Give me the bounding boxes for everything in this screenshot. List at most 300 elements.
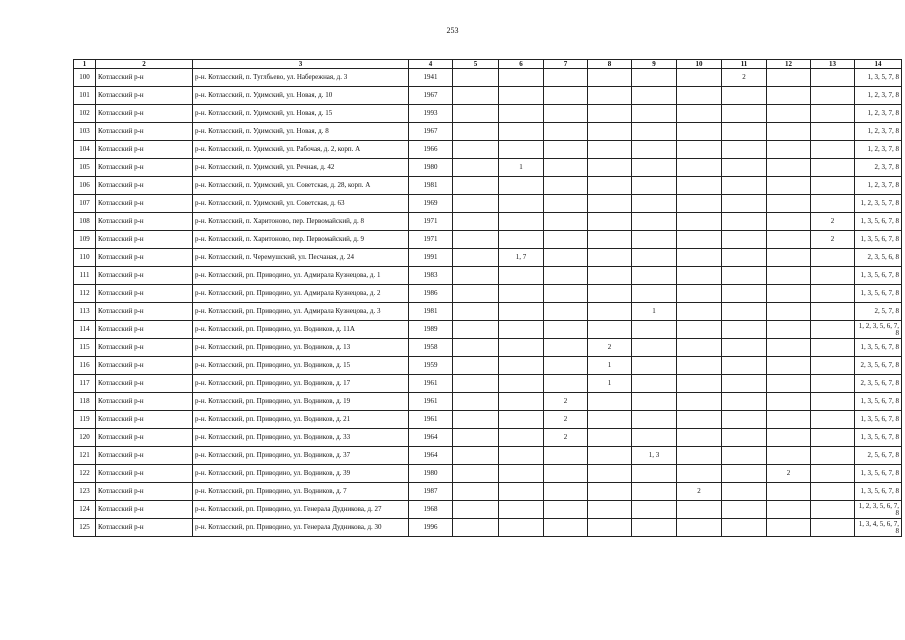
cell-col-5 bbox=[453, 159, 499, 177]
cell-col-13: 2 bbox=[811, 231, 855, 249]
cell-col-5 bbox=[453, 411, 499, 429]
cell-col-14: 2, 3, 5, 6, 7, 8 bbox=[855, 357, 902, 375]
cell-year-built: 1964 bbox=[409, 429, 453, 447]
cell-year-built: 1969 bbox=[409, 195, 453, 213]
cell-col-12 bbox=[767, 339, 811, 357]
cell-address: р-н. Котласский, п. Харитоново, пер. Первомайский, д. 9 bbox=[193, 231, 409, 249]
cell-col-5 bbox=[453, 87, 499, 105]
cell-row-number: 112 bbox=[74, 285, 96, 303]
cell-col-9 bbox=[632, 213, 677, 231]
cell-col-8 bbox=[588, 249, 632, 267]
table-row bbox=[74, 195, 902, 213]
cell-col-12 bbox=[767, 177, 811, 195]
cell-col-10 bbox=[677, 177, 722, 195]
cell-col-6 bbox=[499, 213, 544, 231]
cell-col-6: 1, 7 bbox=[499, 249, 544, 267]
column-header-6: 6 bbox=[499, 60, 544, 69]
cell-col-12 bbox=[767, 321, 811, 339]
table-row bbox=[74, 303, 902, 321]
cell-col-13 bbox=[811, 249, 855, 267]
cell-district: Котласский р-н bbox=[96, 357, 193, 375]
cell-col-6 bbox=[499, 357, 544, 375]
cell-address: р-н. Котласский, рп. Приводино, ул. Адмирала Кузнецова, д. 3 bbox=[193, 303, 409, 321]
cell-col-5 bbox=[453, 501, 499, 519]
table-row bbox=[74, 357, 902, 375]
cell-district: Котласский р-н bbox=[96, 87, 193, 105]
table-row bbox=[74, 267, 902, 285]
table-row bbox=[74, 69, 902, 87]
cell-address: р-н. Котласский, п. Удимский, ул. Рабочая, д. 2, корп. А bbox=[193, 141, 409, 159]
cell-col-7 bbox=[544, 123, 588, 141]
cell-row-number: 108 bbox=[74, 213, 96, 231]
cell-col-11 bbox=[722, 159, 767, 177]
column-header-5: 5 bbox=[453, 60, 499, 69]
cell-col-8 bbox=[588, 321, 632, 339]
cell-year-built: 1987 bbox=[409, 483, 453, 501]
column-header-14: 14 bbox=[855, 60, 902, 69]
cell-col-8 bbox=[588, 429, 632, 447]
cell-district: Котласский р-н bbox=[96, 411, 193, 429]
cell-year-built: 1941 bbox=[409, 69, 453, 87]
cell-col-9 bbox=[632, 501, 677, 519]
cell-col-14: 1, 2, 3, 7, 8 bbox=[855, 87, 902, 105]
cell-col-13 bbox=[811, 141, 855, 159]
cell-col-13 bbox=[811, 393, 855, 411]
cell-col-7 bbox=[544, 447, 588, 465]
cell-address: р-н. Котласский, рп. Приводино, ул. Водников, д. 19 bbox=[193, 393, 409, 411]
cell-year-built: 1968 bbox=[409, 501, 453, 519]
cell-district: Котласский р-н bbox=[96, 321, 193, 339]
column-header-3: 3 bbox=[193, 60, 409, 69]
cell-col-7 bbox=[544, 483, 588, 501]
cell-col-12 bbox=[767, 213, 811, 231]
cell-col-8 bbox=[588, 105, 632, 123]
cell-col-9: 1 bbox=[632, 303, 677, 321]
table-row bbox=[74, 285, 902, 303]
cell-col-14: 2, 3, 7, 8 bbox=[855, 159, 902, 177]
cell-col-14: 1, 2, 3, 7, 8 bbox=[855, 105, 902, 123]
column-header-13: 13 bbox=[811, 60, 855, 69]
cell-col-5 bbox=[453, 249, 499, 267]
table-row bbox=[74, 177, 902, 195]
cell-col-11 bbox=[722, 429, 767, 447]
cell-col-10 bbox=[677, 141, 722, 159]
cell-col-10 bbox=[677, 267, 722, 285]
table-row bbox=[74, 231, 902, 249]
table-row bbox=[74, 519, 902, 537]
cell-district: Котласский р-н bbox=[96, 69, 193, 87]
cell-col-14: 2, 3, 5, 6, 8 bbox=[855, 249, 902, 267]
cell-district: Котласский р-н bbox=[96, 465, 193, 483]
cell-col-10 bbox=[677, 321, 722, 339]
cell-col-5 bbox=[453, 123, 499, 141]
cell-col-14: 1, 3, 5, 7, 8 bbox=[855, 69, 902, 87]
cell-col-14: 1, 2, 3, 5, 6, 7, 8 bbox=[855, 321, 902, 339]
cell-year-built: 1964 bbox=[409, 447, 453, 465]
cell-col-5 bbox=[453, 483, 499, 501]
column-header-9: 9 bbox=[632, 60, 677, 69]
cell-row-number: 117 bbox=[74, 375, 96, 393]
cell-col-13 bbox=[811, 303, 855, 321]
cell-col-8 bbox=[588, 501, 632, 519]
cell-address: р-н. Котласский, рп. Приводино, ул. Водников, д. 13 bbox=[193, 339, 409, 357]
cell-col-10 bbox=[677, 69, 722, 87]
cell-col-5 bbox=[453, 465, 499, 483]
cell-col-10 bbox=[677, 393, 722, 411]
cell-col-11 bbox=[722, 285, 767, 303]
page-number: 253 bbox=[446, 26, 459, 35]
cell-col-10 bbox=[677, 303, 722, 321]
cell-col-11 bbox=[722, 465, 767, 483]
cell-address: р-н. Котласский, рп. Приводино, ул. Водников, д. 17 bbox=[193, 375, 409, 393]
cell-col-14: 1, 3, 5, 6, 7, 8 bbox=[855, 393, 902, 411]
cell-col-13: 2 bbox=[811, 213, 855, 231]
table-row bbox=[74, 447, 902, 465]
cell-col-12 bbox=[767, 411, 811, 429]
cell-col-10 bbox=[677, 249, 722, 267]
cell-col-5 bbox=[453, 141, 499, 159]
cell-col-14: 2, 5, 6, 7, 8 bbox=[855, 447, 902, 465]
column-header-11: 11 bbox=[722, 60, 767, 69]
cell-year-built: 1961 bbox=[409, 393, 453, 411]
cell-col-13 bbox=[811, 501, 855, 519]
cell-col-12 bbox=[767, 69, 811, 87]
cell-col-9 bbox=[632, 519, 677, 537]
cell-col-11 bbox=[722, 123, 767, 141]
cell-col-8 bbox=[588, 195, 632, 213]
cell-col-14: 1, 3, 5, 6, 7, 8 bbox=[855, 465, 902, 483]
cell-col-5 bbox=[453, 519, 499, 537]
cell-col-13 bbox=[811, 411, 855, 429]
cell-col-8 bbox=[588, 141, 632, 159]
cell-col-12 bbox=[767, 105, 811, 123]
table-header bbox=[74, 60, 902, 69]
cell-col-7 bbox=[544, 177, 588, 195]
cell-col-9 bbox=[632, 177, 677, 195]
cell-row-number: 120 bbox=[74, 429, 96, 447]
cell-col-6 bbox=[499, 321, 544, 339]
cell-col-11 bbox=[722, 177, 767, 195]
housing-registry-table bbox=[73, 59, 902, 537]
cell-row-number: 119 bbox=[74, 411, 96, 429]
cell-col-7 bbox=[544, 465, 588, 483]
table-row bbox=[74, 321, 902, 339]
cell-col-13 bbox=[811, 195, 855, 213]
cell-col-9 bbox=[632, 87, 677, 105]
cell-col-14: 1, 3, 4, 5, 6, 7, 8 bbox=[855, 519, 902, 537]
cell-district: Котласский р-н bbox=[96, 393, 193, 411]
cell-col-8 bbox=[588, 231, 632, 249]
cell-col-5 bbox=[453, 303, 499, 321]
table-row bbox=[74, 87, 902, 105]
cell-col-5 bbox=[453, 195, 499, 213]
cell-district: Котласский р-н bbox=[96, 375, 193, 393]
table-row bbox=[74, 501, 902, 519]
cell-district: Котласский р-н bbox=[96, 213, 193, 231]
cell-col-12 bbox=[767, 357, 811, 375]
cell-col-11 bbox=[722, 105, 767, 123]
cell-address: р-н. Котласский, рп. Приводино, ул. Водников, д. 15 bbox=[193, 357, 409, 375]
cell-col-6 bbox=[499, 195, 544, 213]
cell-col-6 bbox=[499, 339, 544, 357]
cell-row-number: 107 bbox=[74, 195, 96, 213]
cell-col-12 bbox=[767, 501, 811, 519]
cell-col-6 bbox=[499, 231, 544, 249]
table-row bbox=[74, 393, 902, 411]
cell-col-10 bbox=[677, 213, 722, 231]
cell-col-8: 2 bbox=[588, 339, 632, 357]
cell-district: Котласский р-н bbox=[96, 303, 193, 321]
cell-col-12 bbox=[767, 483, 811, 501]
cell-year-built: 1967 bbox=[409, 87, 453, 105]
cell-col-11 bbox=[722, 303, 767, 321]
cell-col-6 bbox=[499, 285, 544, 303]
cell-year-built: 1980 bbox=[409, 159, 453, 177]
cell-address: р-н. Котласский, рп. Приводино, ул. Водников, д. 37 bbox=[193, 447, 409, 465]
cell-col-5 bbox=[453, 231, 499, 249]
cell-col-12 bbox=[767, 123, 811, 141]
cell-col-9 bbox=[632, 141, 677, 159]
column-header-2: 2 bbox=[96, 60, 193, 69]
cell-year-built: 1966 bbox=[409, 141, 453, 159]
cell-col-9 bbox=[632, 375, 677, 393]
cell-col-8: 1 bbox=[588, 375, 632, 393]
cell-col-8 bbox=[588, 123, 632, 141]
cell-col-8 bbox=[588, 465, 632, 483]
column-header-10: 10 bbox=[677, 60, 722, 69]
cell-col-11: 2 bbox=[722, 69, 767, 87]
cell-col-13 bbox=[811, 177, 855, 195]
cell-col-6 bbox=[499, 303, 544, 321]
cell-col-7 bbox=[544, 105, 588, 123]
cell-col-6 bbox=[499, 375, 544, 393]
cell-row-number: 118 bbox=[74, 393, 96, 411]
cell-col-5 bbox=[453, 429, 499, 447]
cell-col-14: 1, 3, 5, 6, 7, 8 bbox=[855, 429, 902, 447]
cell-col-13 bbox=[811, 357, 855, 375]
cell-row-number: 122 bbox=[74, 465, 96, 483]
cell-col-9 bbox=[632, 465, 677, 483]
cell-address: р-н. Котласский, п. Удимский, ул. Советская, д. 28, корп. А bbox=[193, 177, 409, 195]
cell-district: Котласский р-н bbox=[96, 159, 193, 177]
cell-col-14: 1, 2, 3, 5, 7, 8 bbox=[855, 195, 902, 213]
cell-col-13 bbox=[811, 159, 855, 177]
cell-district: Котласский р-н bbox=[96, 447, 193, 465]
table-row bbox=[74, 339, 902, 357]
cell-col-6 bbox=[499, 105, 544, 123]
cell-col-13 bbox=[811, 123, 855, 141]
cell-address: р-н. Котласский, рп. Приводино, ул. Водников, д. 39 bbox=[193, 465, 409, 483]
cell-col-14: 1, 3, 5, 6, 7, 8 bbox=[855, 213, 902, 231]
column-header-12: 12 bbox=[767, 60, 811, 69]
cell-col-13 bbox=[811, 375, 855, 393]
cell-col-11 bbox=[722, 447, 767, 465]
cell-col-13 bbox=[811, 105, 855, 123]
table-row bbox=[74, 411, 902, 429]
cell-col-8 bbox=[588, 483, 632, 501]
table-row bbox=[74, 249, 902, 267]
cell-col-8 bbox=[588, 69, 632, 87]
cell-year-built: 1961 bbox=[409, 411, 453, 429]
table-row bbox=[74, 375, 902, 393]
cell-col-5 bbox=[453, 177, 499, 195]
cell-col-7 bbox=[544, 321, 588, 339]
cell-row-number: 114 bbox=[74, 321, 96, 339]
cell-col-10 bbox=[677, 411, 722, 429]
cell-year-built: 1996 bbox=[409, 519, 453, 537]
cell-col-7 bbox=[544, 303, 588, 321]
cell-col-9 bbox=[632, 285, 677, 303]
cell-row-number: 111 bbox=[74, 267, 96, 285]
cell-col-10 bbox=[677, 357, 722, 375]
table-row bbox=[74, 465, 902, 483]
cell-row-number: 109 bbox=[74, 231, 96, 249]
cell-col-6 bbox=[499, 141, 544, 159]
column-header-7: 7 bbox=[544, 60, 588, 69]
header-row bbox=[74, 60, 902, 69]
column-header-8: 8 bbox=[588, 60, 632, 69]
cell-address: р-н. Котласский, рп. Приводино, ул. Водников, д. 21 bbox=[193, 411, 409, 429]
cell-col-12 bbox=[767, 375, 811, 393]
cell-col-6 bbox=[499, 177, 544, 195]
cell-col-11 bbox=[722, 267, 767, 285]
cell-col-8 bbox=[588, 87, 632, 105]
cell-col-5 bbox=[453, 357, 499, 375]
cell-col-13 bbox=[811, 429, 855, 447]
cell-col-9 bbox=[632, 411, 677, 429]
cell-col-12 bbox=[767, 285, 811, 303]
cell-year-built: 1986 bbox=[409, 285, 453, 303]
cell-col-14: 1, 2, 3, 5, 6, 7, 8 bbox=[855, 501, 902, 519]
cell-address: р-н. Котласский, рп. Приводино, ул. Генерала Дудникова, д. 27 bbox=[193, 501, 409, 519]
cell-col-6 bbox=[499, 447, 544, 465]
cell-col-13 bbox=[811, 69, 855, 87]
cell-col-12 bbox=[767, 393, 811, 411]
cell-year-built: 1971 bbox=[409, 231, 453, 249]
cell-row-number: 116 bbox=[74, 357, 96, 375]
cell-address: р-н. Котласский, п. Удимский, ул. Речная, д. 42 bbox=[193, 159, 409, 177]
cell-district: Котласский р-н bbox=[96, 249, 193, 267]
cell-col-10 bbox=[677, 447, 722, 465]
cell-col-11 bbox=[722, 87, 767, 105]
cell-col-12 bbox=[767, 141, 811, 159]
cell-col-7: 2 bbox=[544, 429, 588, 447]
cell-col-13 bbox=[811, 483, 855, 501]
cell-row-number: 123 bbox=[74, 483, 96, 501]
cell-col-7 bbox=[544, 249, 588, 267]
cell-address: р-н. Котласский, п. Удимский, ул. Советская, д. 63 bbox=[193, 195, 409, 213]
cell-col-11 bbox=[722, 393, 767, 411]
cell-col-12: 2 bbox=[767, 465, 811, 483]
cell-row-number: 104 bbox=[74, 141, 96, 159]
cell-col-12 bbox=[767, 519, 811, 537]
cell-year-built: 1993 bbox=[409, 105, 453, 123]
cell-col-5 bbox=[453, 213, 499, 231]
cell-district: Котласский р-н bbox=[96, 141, 193, 159]
table-row bbox=[74, 483, 902, 501]
cell-district: Котласский р-н bbox=[96, 105, 193, 123]
cell-district: Котласский р-н bbox=[96, 483, 193, 501]
cell-col-7 bbox=[544, 159, 588, 177]
column-header-1: 1 bbox=[74, 60, 96, 69]
cell-address: р-н. Котласский, п. Туглбьево, ул. Набережная, д. 3 bbox=[193, 69, 409, 87]
cell-col-10 bbox=[677, 195, 722, 213]
cell-col-11 bbox=[722, 483, 767, 501]
cell-col-9 bbox=[632, 249, 677, 267]
cell-col-5 bbox=[453, 105, 499, 123]
cell-address: р-н. Котласский, рп. Приводино, ул. Адмирала Кузнецова, д. 2 bbox=[193, 285, 409, 303]
cell-col-5 bbox=[453, 69, 499, 87]
cell-col-7 bbox=[544, 267, 588, 285]
cell-col-10 bbox=[677, 231, 722, 249]
cell-col-10 bbox=[677, 465, 722, 483]
cell-year-built: 1967 bbox=[409, 123, 453, 141]
cell-row-number: 121 bbox=[74, 447, 96, 465]
cell-col-5 bbox=[453, 447, 499, 465]
cell-col-14: 1, 2, 3, 7, 8 bbox=[855, 141, 902, 159]
cell-col-14: 1, 2, 3, 7, 8 bbox=[855, 123, 902, 141]
cell-col-13 bbox=[811, 321, 855, 339]
cell-col-9 bbox=[632, 267, 677, 285]
cell-col-6 bbox=[499, 267, 544, 285]
cell-year-built: 1981 bbox=[409, 177, 453, 195]
cell-address: р-н. Котласский, п. Харитоново, пер. Первомайский, д. 8 bbox=[193, 213, 409, 231]
cell-col-5 bbox=[453, 321, 499, 339]
cell-col-7 bbox=[544, 231, 588, 249]
table-row bbox=[74, 141, 902, 159]
cell-address: р-н. Котласский, рп. Приводино, ул. Водников, д. 33 bbox=[193, 429, 409, 447]
cell-col-8 bbox=[588, 213, 632, 231]
cell-col-6 bbox=[499, 501, 544, 519]
cell-col-12 bbox=[767, 429, 811, 447]
cell-col-9 bbox=[632, 429, 677, 447]
cell-col-11 bbox=[722, 249, 767, 267]
cell-col-6 bbox=[499, 519, 544, 537]
table-body bbox=[74, 69, 902, 537]
cell-col-7 bbox=[544, 501, 588, 519]
cell-col-9 bbox=[632, 69, 677, 87]
cell-col-12 bbox=[767, 267, 811, 285]
cell-col-14: 2, 3, 5, 6, 7, 8 bbox=[855, 375, 902, 393]
cell-address: р-н. Котласский, п. Удимский, ул. Новая, д. 8 bbox=[193, 123, 409, 141]
cell-col-6 bbox=[499, 393, 544, 411]
cell-row-number: 124 bbox=[74, 501, 96, 519]
cell-col-11 bbox=[722, 411, 767, 429]
cell-col-7 bbox=[544, 357, 588, 375]
cell-col-9 bbox=[632, 393, 677, 411]
cell-row-number: 113 bbox=[74, 303, 96, 321]
cell-col-10 bbox=[677, 123, 722, 141]
cell-col-9 bbox=[632, 123, 677, 141]
cell-col-8 bbox=[588, 519, 632, 537]
cell-col-10 bbox=[677, 285, 722, 303]
cell-col-12 bbox=[767, 87, 811, 105]
cell-col-13 bbox=[811, 339, 855, 357]
cell-col-6 bbox=[499, 411, 544, 429]
cell-year-built: 1971 bbox=[409, 213, 453, 231]
cell-row-number: 106 bbox=[74, 177, 96, 195]
cell-district: Котласский р-н bbox=[96, 123, 193, 141]
table-row bbox=[74, 213, 902, 231]
cell-col-14: 2, 5, 7, 8 bbox=[855, 303, 902, 321]
cell-col-14: 1, 3, 5, 6, 7, 8 bbox=[855, 339, 902, 357]
cell-col-12 bbox=[767, 231, 811, 249]
cell-col-5 bbox=[453, 267, 499, 285]
cell-col-12 bbox=[767, 195, 811, 213]
cell-row-number: 110 bbox=[74, 249, 96, 267]
cell-col-5 bbox=[453, 375, 499, 393]
cell-row-number: 105 bbox=[74, 159, 96, 177]
